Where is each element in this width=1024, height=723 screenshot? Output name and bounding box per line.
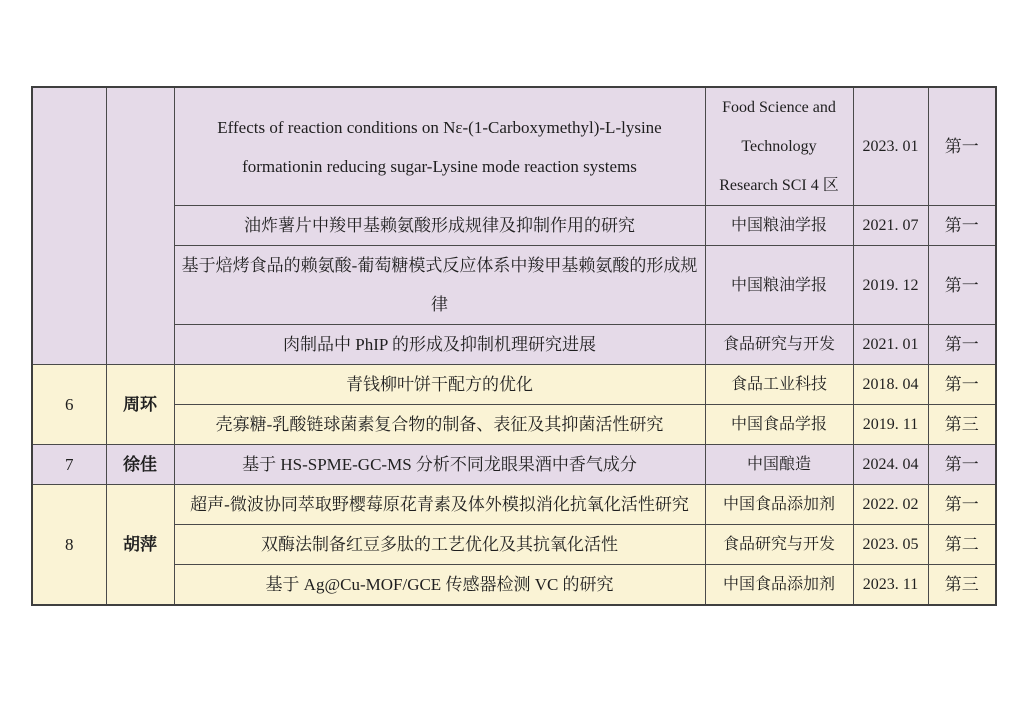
position-cell: 第一 [928,206,996,246]
seq-cell: 6 [32,365,106,445]
position-cell: 第二 [928,525,996,565]
journal-cell: 食品研究与开发 [705,525,853,565]
date-cell: 2019. 11 [853,405,928,445]
journal-cell: 食品研究与开发 [705,325,853,365]
journal-cell: Food Science and Technology Research SCI 4 区 [705,87,853,206]
title-cell: Effects of reaction conditions on Nε-(1-Carboxymethyl)-L-lysine formationin reducing sugar-Lysine mode reaction systems [174,87,705,206]
title-cell: 基于 HS-SPME-GC-MS 分析不同龙眼果酒中香气成分 [174,445,705,485]
position-cell: 第一 [928,365,996,405]
journal-cell: 中国食品添加剂 [705,565,853,606]
seq-cell: 7 [32,445,106,485]
table-row [32,445,996,485]
table-row [32,206,996,246]
title-cell: 双酶法制备红豆多肽的工艺优化及其抗氧化活性 [174,525,705,565]
title-cell: 超声-微波协同萃取野樱莓原花青素及体外模拟消化抗氧化活性研究 [174,485,705,525]
table-row [32,405,996,445]
journal-cell: 中国食品添加剂 [705,485,853,525]
publications-table [31,86,997,606]
document-page [31,86,997,606]
table-row [32,246,996,325]
title-cell: 壳寡糖-乳酸链球菌素复合物的制备、表征及其抑菌活性研究 [174,405,705,445]
date-cell: 2024. 04 [853,445,928,485]
date-cell: 2022. 02 [853,485,928,525]
table-row [32,325,996,365]
table-row [32,365,996,405]
title-cell: 油炸薯片中羧甲基赖氨酸形成规律及抑制作用的研究 [174,206,705,246]
journal-cell: 中国粮油学报 [705,206,853,246]
position-cell: 第一 [928,485,996,525]
journal-cell: 食品工业科技 [705,365,853,405]
date-cell: 2023. 01 [853,87,928,206]
seq-cell: 8 [32,485,106,606]
position-cell: 第一 [928,87,996,206]
name-cell [106,87,174,365]
position-cell: 第一 [928,246,996,325]
date-cell: 2021. 07 [853,206,928,246]
date-cell: 2021. 01 [853,325,928,365]
table-row [32,485,996,525]
date-cell: 2018. 04 [853,365,928,405]
table-row [32,87,996,206]
journal-cell: 中国酿造 [705,445,853,485]
name-cell: 周环 [106,365,174,445]
table-row [32,525,996,565]
seq-cell [32,87,106,365]
position-cell: 第三 [928,565,996,606]
publications-table-body [32,87,996,605]
title-cell: 青钱柳叶饼干配方的优化 [174,365,705,405]
title-cell: 基于 Ag@Cu-MOF/GCE 传感器检测 VC 的研究 [174,565,705,606]
position-cell: 第一 [928,445,996,485]
name-cell: 徐佳 [106,445,174,485]
title-cell: 肉制品中 PhIP 的形成及抑制机理研究进展 [174,325,705,365]
position-cell: 第一 [928,325,996,365]
date-cell: 2019. 12 [853,246,928,325]
journal-cell: 中国食品学报 [705,405,853,445]
name-cell: 胡萍 [106,485,174,606]
table-row [32,565,996,606]
date-cell: 2023. 05 [853,525,928,565]
position-cell: 第三 [928,405,996,445]
title-cell: 基于焙烤食品的赖氨酸-葡萄糖模式反应体系中羧甲基赖氨酸的形成规律 [174,246,705,325]
date-cell: 2023. 11 [853,565,928,606]
journal-cell: 中国粮油学报 [705,246,853,325]
